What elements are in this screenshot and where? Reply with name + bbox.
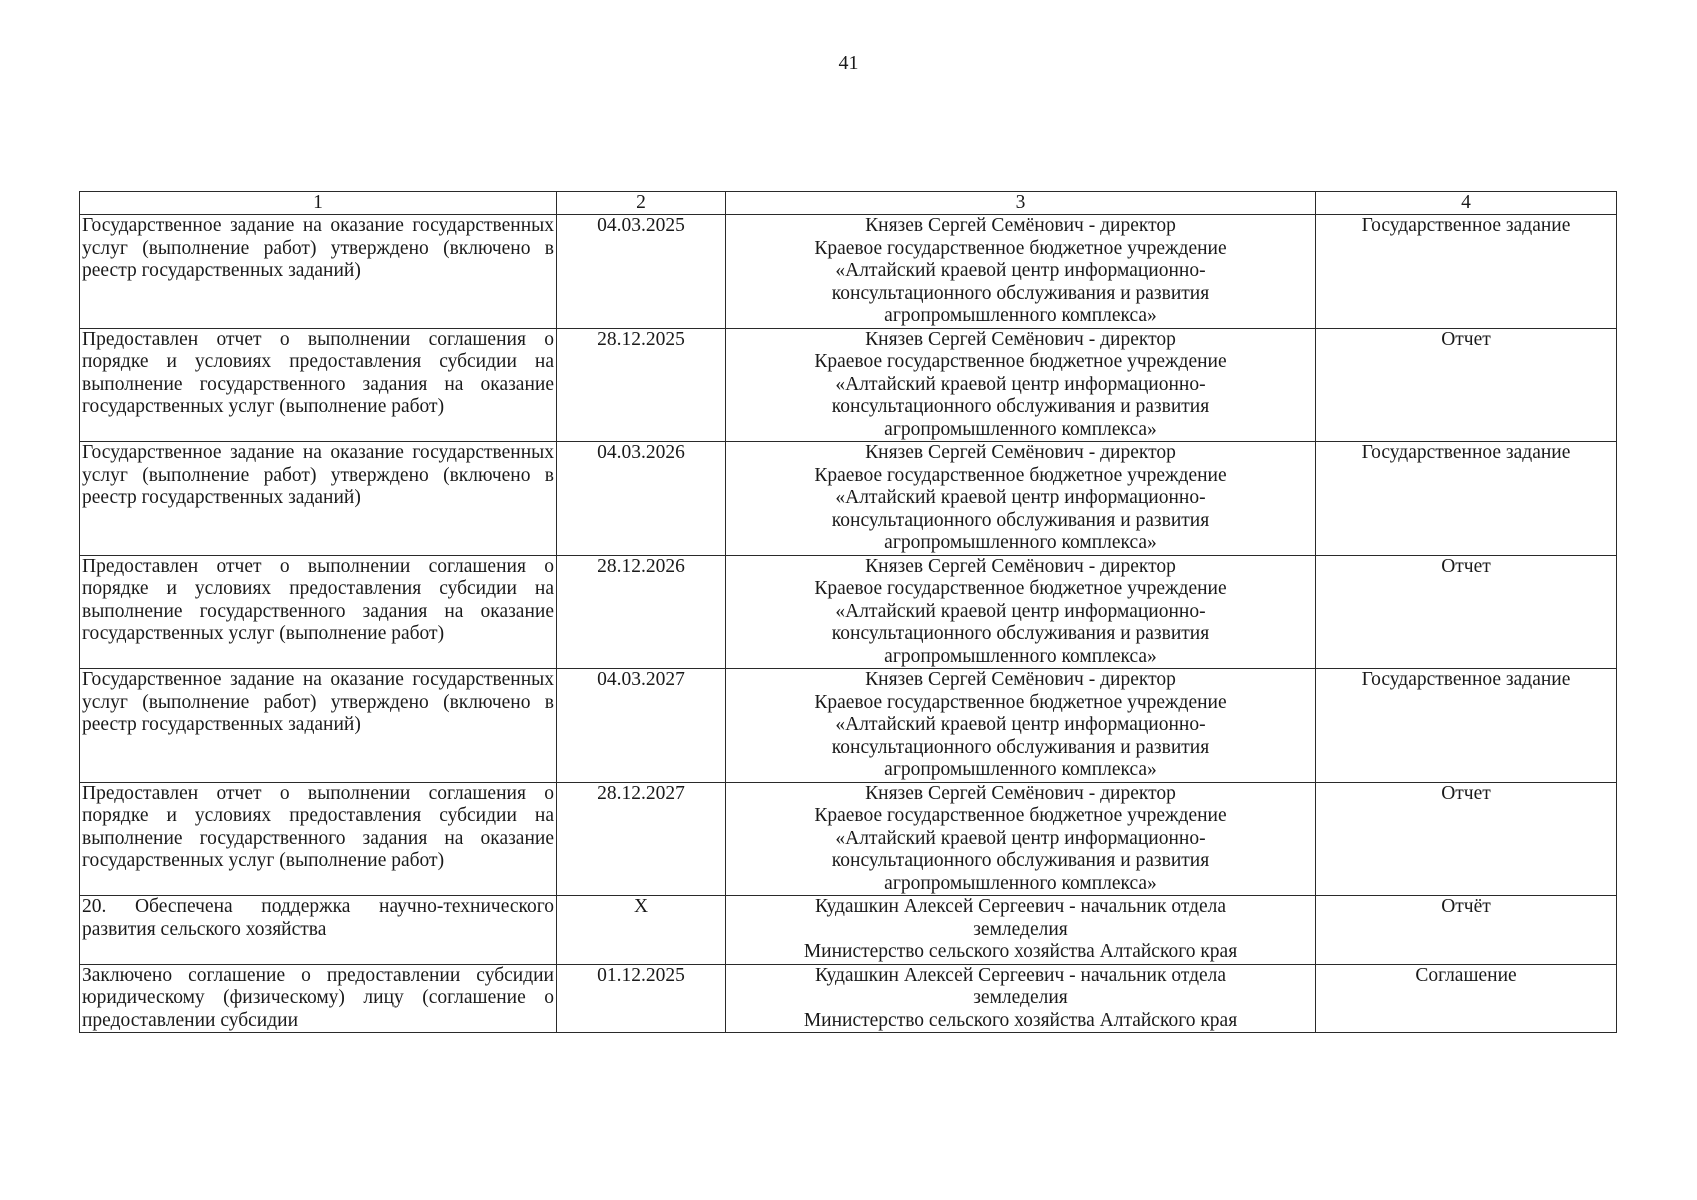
column-number-1: 1 [80, 192, 557, 215]
event-text: Заключено соглашение о предоставлении субсидии юридическому (физическому) лицу (соглашение о предоставлении субсидии [82, 964, 554, 1031]
responsible-org-line: агропромышленного комплекса» [884, 759, 1157, 780]
responsible-person: Князев Сергей Семёнович - директор [865, 442, 1176, 463]
responsible-org-line: Министерство сельского хозяйства Алтайского края [803, 941, 1238, 962]
responsible-org-line: Краевое государственное бюджетное учреждение [814, 805, 1227, 826]
responsible-org-line: консультационного обслуживания и развития [831, 736, 1210, 758]
column-number-4: 4 [1316, 192, 1617, 215]
responsible-org-line: консультационного обслуживания и развития [831, 282, 1210, 304]
document-cell: Соглашение [1316, 964, 1617, 1033]
event-cell: Предоставлен отчет о выполнении соглашения о порядке и условиях предоставления субсидии на выполнение государственного задания на оказание государственных услуг (выполнение работ) [80, 555, 557, 669]
responsible-org-line: «Алтайский краевой центр информационно- [835, 373, 1206, 395]
table-row [80, 964, 1617, 1033]
responsible-cell [726, 896, 1316, 965]
event-cell: Государственное задание на оказание государственных услуг (выполнение работ) утверждено (включено в реестр государственных заданий) [80, 669, 557, 783]
responsible-person: Кудашкин Алексей Сергеевич - начальник отдела [814, 964, 1227, 986]
responsible-cell [726, 669, 1316, 783]
responsible-org-line: Министерство сельского хозяйства Алтайского края [803, 1009, 1238, 1031]
responsible-org-line: «Алтайский краевой центр информационно- [835, 260, 1206, 281]
page-number: 41 [838, 52, 859, 74]
responsible-cell [726, 328, 1316, 442]
responsible-org-line: консультационного обслуживания и развития [831, 850, 1210, 871]
table-row [80, 669, 1617, 783]
responsible-cell [726, 215, 1316, 329]
table-header-row [80, 192, 1617, 215]
responsible-person: Кудашкин Алексей Сергеевич - начальник отдела [814, 896, 1227, 917]
responsible-org-line: агропромышленного комплекса» [884, 305, 1157, 326]
table-row [80, 782, 1617, 896]
date-cell: 04.03.2025 [557, 215, 726, 329]
responsible-org-line: консультационного обслуживания и развития [831, 509, 1210, 531]
responsible-person: Князев Сергей Семёнович - директор [865, 782, 1176, 804]
document-cell: Отчет [1316, 782, 1617, 896]
document-cell: Отчет [1316, 555, 1617, 669]
date-cell: 01.12.2025 [557, 964, 726, 1033]
table-row [80, 442, 1617, 556]
responsible-org-line: «Алтайский краевой центр информационно- [835, 714, 1206, 735]
responsible-org-line: Краевое государственное бюджетное учреждение [814, 464, 1227, 486]
responsible-org-line: агропромышленного комплекса» [884, 872, 1157, 894]
responsible-org-line: консультационного обслуживания и развития [831, 396, 1210, 417]
responsible-cell [726, 782, 1316, 896]
column-number-2: 2 [557, 192, 726, 215]
document-cell: Государственное задание [1316, 442, 1617, 556]
responsible-org-line: агропромышленного комплекса» [884, 532, 1157, 553]
plan-table [79, 191, 1617, 1033]
date-cell: 28.12.2025 [557, 328, 726, 442]
date-cell: 04.03.2027 [557, 669, 726, 783]
responsible-person: Князев Сергей Семёнович - директор [865, 555, 1176, 577]
date-cell: X [557, 896, 726, 965]
event-cell: 20. Обеспечена поддержка научно-технического развития сельского хозяйства [80, 896, 557, 965]
table-row [80, 896, 1617, 965]
responsible-org-line: «Алтайский краевой центр информационно- [835, 600, 1206, 622]
responsible-org-line: «Алтайский краевой центр информационно- [835, 827, 1206, 849]
document-cell: Государственное задание [1316, 215, 1617, 329]
responsible-org-line: Краевое государственное бюджетное учреждение [814, 578, 1227, 599]
responsible-cell [726, 442, 1316, 556]
date-cell: 04.03.2026 [557, 442, 726, 556]
event-cell: Государственное задание на оказание государственных услуг (выполнение работ) утверждено (включено в реестр государственных заданий) [80, 215, 557, 329]
event-cell: Государственное задание на оказание государственных услуг (выполнение работ) утверждено (включено в реестр государственных заданий) [80, 442, 557, 556]
document-cell: Государственное задание [1316, 669, 1617, 783]
responsible-org-line: Краевое государственное бюджетное учреждение [814, 691, 1227, 713]
responsible-cell [726, 555, 1316, 669]
column-number-3: 3 [726, 192, 1316, 215]
responsible-person: Князев Сергей Семёнович - директор [865, 669, 1176, 690]
date-cell: 28.12.2027 [557, 782, 726, 896]
table-row [80, 328, 1617, 442]
responsible-org-line: земледелия [973, 987, 1068, 1008]
responsible-org-line: консультационного обслуживания и развития [831, 623, 1210, 644]
responsible-org-line: Краевое государственное бюджетное учреждение [814, 237, 1227, 259]
document-cell: Отчёт [1316, 896, 1617, 965]
responsible-cell [726, 964, 1316, 1033]
table-row [80, 215, 1617, 329]
table-row [80, 555, 1617, 669]
event-cell [80, 964, 557, 1033]
event-cell: Предоставлен отчет о выполнении соглашения о порядке и условиях предоставления субсидии на выполнение государственного задания на оказание государственных услуг (выполнение работ) [80, 782, 557, 896]
document-cell: Отчет [1316, 328, 1617, 442]
event-cell: Предоставлен отчет о выполнении соглашения о порядке и условиях предоставления субсидии на выполнение государственного задания на оказание государственных услуг (выполнение работ) [80, 328, 557, 442]
responsible-org-line: агропромышленного комплекса» [884, 418, 1157, 440]
responsible-org-line: земледелия [973, 918, 1068, 940]
responsible-person: Князев Сергей Семёнович - директор [865, 215, 1176, 236]
responsible-org-line: агропромышленного комплекса» [884, 645, 1157, 667]
date-cell: 28.12.2026 [557, 555, 726, 669]
responsible-person: Князев Сергей Семёнович - директор [865, 328, 1176, 350]
responsible-org-line: Краевое государственное бюджетное учреждение [814, 351, 1227, 372]
responsible-org-line: «Алтайский краевой центр информационно- [835, 487, 1206, 508]
